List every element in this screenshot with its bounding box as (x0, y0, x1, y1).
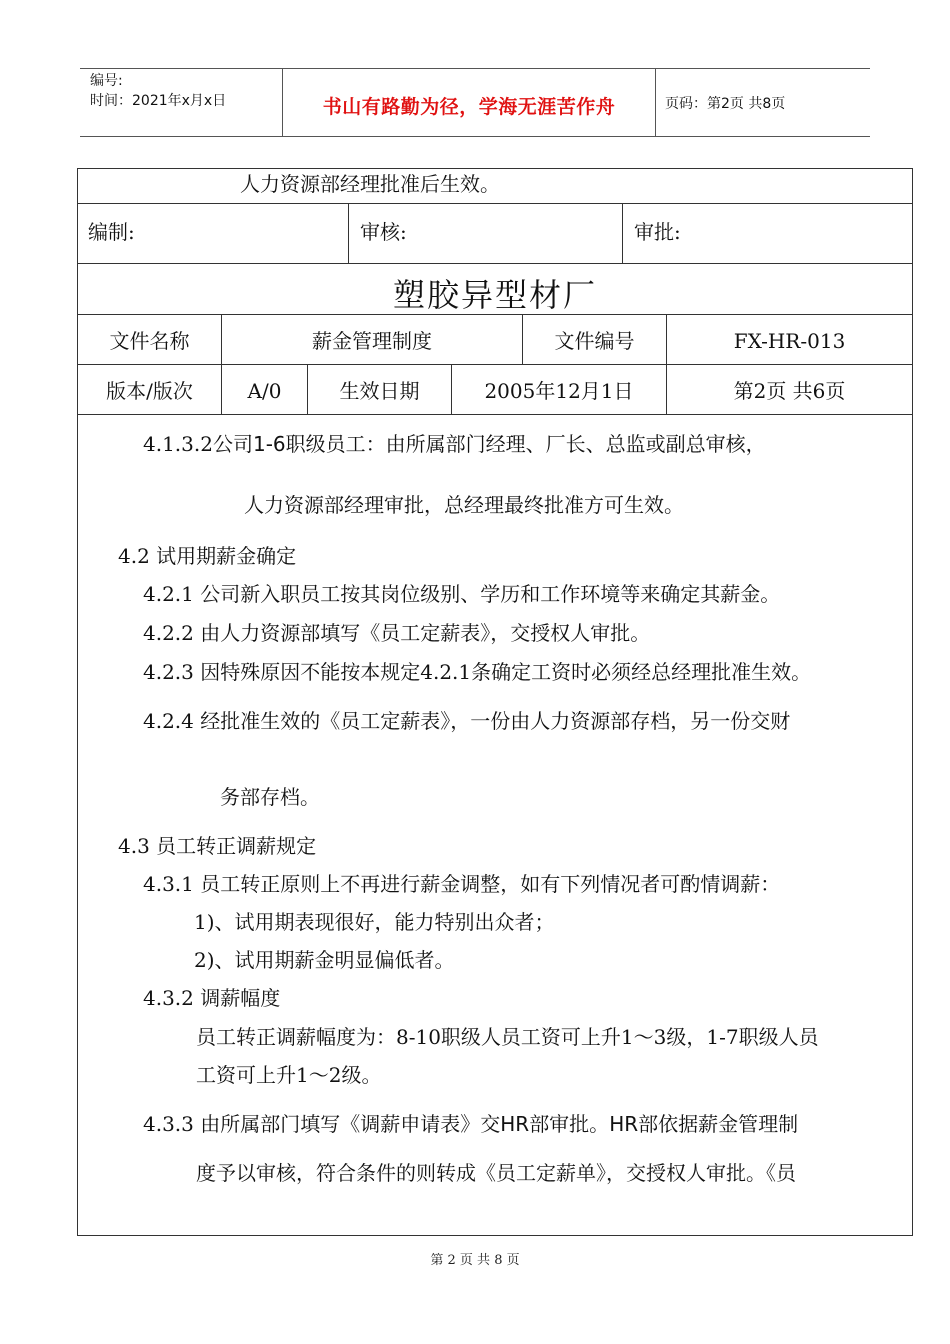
hr-abbrev: HR (500, 1112, 530, 1136)
header-time-label: 时间：2021年x月x日 (90, 93, 227, 109)
clause-4-2-1: 4.2.1 公司新入职员工按其岗位级别、学历和工作环境等来确定其薪金。 (143, 582, 781, 606)
clause-text: 部审批。 (529, 1112, 610, 1136)
clause-4-2-2: 4.2.2 由人力资源部填写《员工定薪表》，交授权人审批。 (143, 621, 651, 645)
hr-abbrev: HR (609, 1112, 639, 1136)
carryover-text: 人力资源部经理批准后生效。 (240, 172, 500, 196)
file-number-value: FX-HR-013 (733, 329, 846, 353)
approved-by-label: 审批: (634, 220, 681, 244)
reviewed-by-label: 审核: (360, 220, 407, 244)
clause-4-1-3-2 (143, 431, 766, 457)
effective-date-label: 生效日期 (339, 379, 420, 403)
form-rule (77, 203, 913, 204)
clause-4-3-2-line-1: 员工转正调薪幅度为：8-10职级人员工资可上升1～3级，1-7职级人员 (196, 1025, 819, 1049)
file-number-label: 文件编号 (554, 329, 635, 353)
header-motto: 书山有路勤为径，学海无涯苦作舟 (322, 96, 616, 118)
grade-range: 1-6 (252, 432, 286, 456)
clause-4-3-3 (143, 1111, 798, 1137)
clause-4-1-3-2-continued: 人力资源部经理审批，总经理最终批准方可生效。 (244, 493, 684, 517)
clause-4-2-4: 4.2.4 经批准生效的《员工定薪表》，一份由人力资源部存档，另一份交财 (143, 709, 791, 733)
header-page-label: 页码：第2页 共8页 (665, 96, 786, 112)
clause-4-2-4-continued: 务部存档。 (220, 785, 320, 809)
clause-4-3-1: 4.3.1 员工转正原则上不再进行薪金调整，如有下列情况者可酌情调薪： (143, 872, 781, 896)
file-name-value: 薪金管理制度 (312, 329, 432, 353)
clause-text: 职级员工：由所属部门经理、厂长、总监或副总审核， (285, 432, 766, 456)
version-label: 版本/版次 (106, 379, 193, 403)
form-divider (622, 203, 623, 263)
section-4-2-heading: 4.2 试用期薪金确定 (118, 544, 297, 568)
effective-date-value: 2005年12月1日 (484, 379, 634, 403)
clause-4-3-1-item-2: 2)、试用期薪金明显偏低者。 (194, 948, 455, 972)
section-4-3-heading: 4.3 员工转正调薪规定 (118, 834, 317, 858)
clause-4-3-1-item-1: 1)、试用期表现很好，能力特别出众者； (194, 910, 555, 934)
header-bottom-rule (80, 136, 870, 137)
clause-4-3-2: 4.3.2 调薪幅度 (143, 986, 281, 1010)
form-divider (348, 203, 349, 263)
page-info: 第2页 共6页 (733, 379, 846, 403)
header-divider-right (655, 68, 656, 136)
clause-4-3-3-line-2: 度予以审核，符合条件的则转成《员工定薪单》，交授权人审批。《员 (196, 1161, 796, 1185)
header-top-rule (80, 68, 870, 69)
company-name: 塑胶异型材厂 (392, 276, 597, 314)
form-rule (77, 414, 913, 415)
header-number-label: 编号: (90, 73, 123, 89)
clause-4-3-2-line-2: 工资可上升1～2级。 (196, 1063, 382, 1087)
clause-text: 部依据薪金管理制 (638, 1112, 799, 1136)
page-footer: 第 2 页 共 8 页 (430, 1253, 520, 1268)
form-rule (77, 364, 913, 365)
file-name-label: 文件名称 (109, 329, 190, 353)
compiled-by-label: 编制: (88, 220, 135, 244)
clause-number: 4.1.3.2公司 (143, 432, 253, 456)
clause-4-2-3: 4.2.3 因特殊原因不能按本规定4.2.1条确定工资时必须经总经理批准生效。 (143, 660, 812, 684)
version-value: A/0 (247, 379, 282, 403)
clause-text: 4.3.3 由所属部门填写《调薪申请表》交 (143, 1112, 501, 1136)
form-rule (77, 263, 913, 264)
header-divider-left (282, 68, 283, 136)
